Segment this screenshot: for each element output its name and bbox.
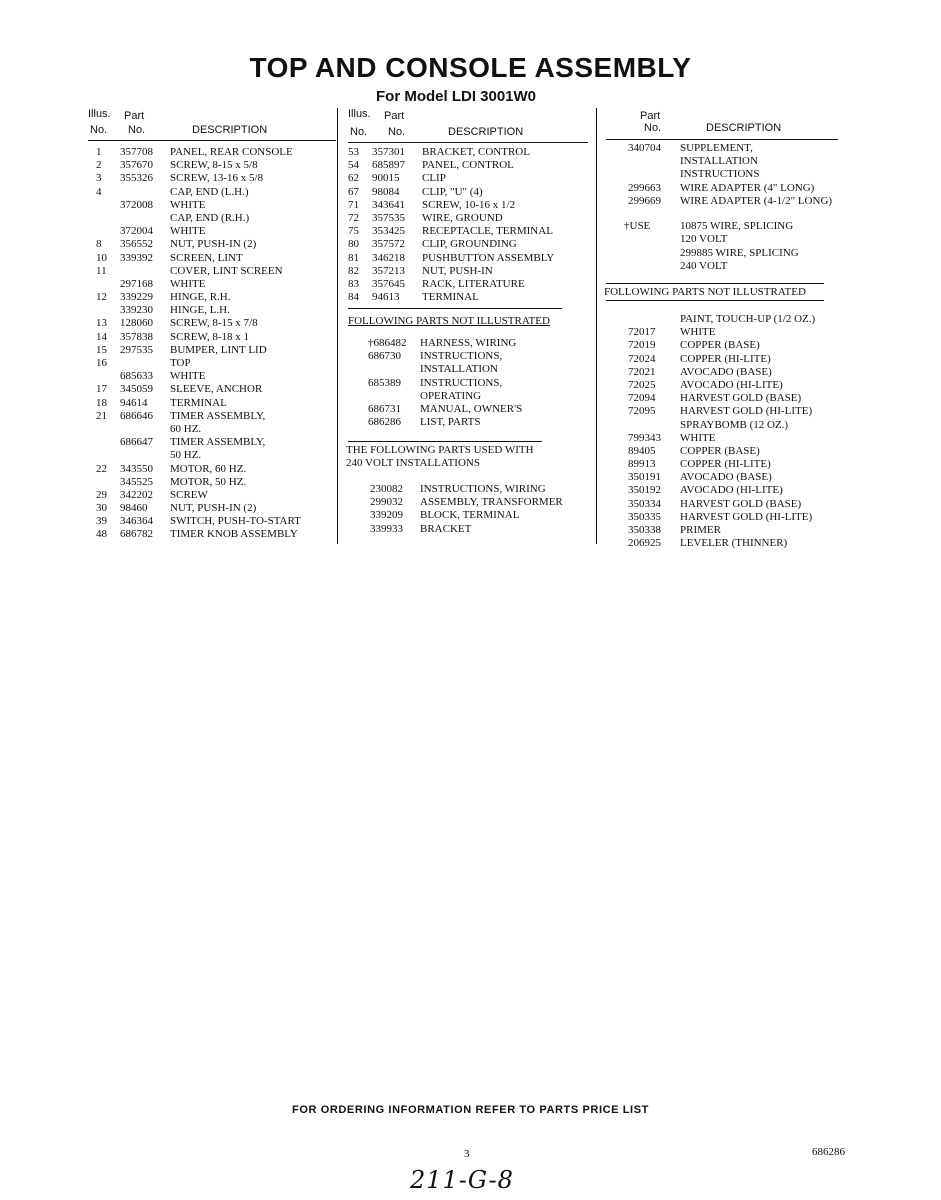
- part-description: AVOCADO (BASE): [680, 365, 772, 378]
- part-description: AVOCADO (BASE): [680, 471, 772, 484]
- part-description: INSTRUCTIONS,: [420, 376, 503, 389]
- section-heading-not-illustrated: FOLLOWING PARTS NOT ILLUSTRATED: [604, 286, 806, 298]
- description-label: DESCRIPTION: [192, 124, 268, 136]
- part-label: Part: [124, 110, 145, 122]
- part-description: TERMINAL: [422, 291, 479, 304]
- part-description: SCREEN, LINT: [170, 251, 243, 264]
- part-number: 72025: [628, 378, 656, 391]
- part-description: HARVEST GOLD (BASE): [680, 392, 802, 405]
- part-description: TERMINAL: [170, 396, 227, 409]
- part-number: 339933: [370, 522, 403, 535]
- part-number: 339392: [120, 251, 153, 264]
- part-description: PUSHBUTTON ASSEMBLY: [422, 251, 555, 264]
- part-number: 342202: [120, 488, 153, 501]
- illus-label: Illus.: [88, 108, 111, 120]
- part-description: INSTRUCTIONS, WIRING: [420, 483, 546, 495]
- part-number: 357708: [120, 146, 153, 158]
- part-number: 299669: [628, 194, 661, 207]
- part-number: 350338: [628, 524, 661, 536]
- part-number: 297168: [120, 277, 153, 290]
- illus-number: 82: [348, 264, 359, 277]
- part-description: TIMER ASSEMBLY,: [170, 436, 266, 449]
- illus-number: 62: [348, 172, 359, 185]
- part-description: WHITE: [170, 370, 206, 383]
- handwritten-note: 211-G-8: [410, 1166, 514, 1194]
- part-description: SCREW: [170, 488, 208, 501]
- no-label: No.: [128, 124, 146, 136]
- section-heading-240v: 240 VOLT INSTALLATIONS: [346, 457, 480, 469]
- part-number: 72094: [628, 392, 656, 405]
- part-description: WIRE ADAPTER (4" LONG): [680, 181, 815, 194]
- illus-number: 83: [348, 277, 359, 290]
- part-description: HINGE, L.H.: [170, 304, 230, 317]
- part-description: HARNESS, WIRING: [420, 337, 517, 349]
- part-description: CLIP, "U" (4): [422, 185, 483, 198]
- ordering-note: FOR ORDERING INFORMATION REFER TO PARTS PRICE LIST: [292, 1104, 649, 1116]
- use-line: 120 VOLT: [680, 233, 728, 245]
- part-number: 72019: [628, 339, 656, 352]
- part-number: 94614: [120, 396, 148, 409]
- part-description: TOP: [170, 357, 191, 369]
- illus-number: 72: [348, 211, 359, 224]
- part-description: COPPER (HI-LITE): [680, 352, 771, 365]
- part-description: BRACKET, CONTROL: [422, 146, 530, 158]
- part-number: 98460: [120, 502, 148, 515]
- illus-number: 48: [96, 528, 107, 541]
- part-number: 72017: [628, 326, 656, 339]
- part-description: COPPER (HI-LITE): [680, 458, 771, 471]
- part-description: LIST, PARTS: [420, 416, 481, 429]
- part-description: BLOCK, TERMINAL: [420, 509, 520, 522]
- illus-number: 81: [348, 251, 359, 264]
- part-number: 372004: [120, 225, 153, 238]
- part-description: SWITCH, PUSH-TO-START: [170, 515, 301, 528]
- part-description: LEVELER (THINNER): [680, 537, 788, 550]
- part-number: 72021: [628, 365, 656, 378]
- no-label: No.: [350, 126, 368, 138]
- header-rule: [606, 139, 838, 140]
- part-description: WIRE, GROUND: [422, 211, 503, 224]
- part-description: COVER, LINT SCREEN: [170, 264, 283, 277]
- illus-number: 22: [96, 462, 107, 475]
- header-rule: [348, 142, 588, 143]
- part-description: MANUAL, OWNER'S: [420, 402, 523, 415]
- part-description: INSTALLATION: [680, 155, 758, 168]
- part-description: HARVEST GOLD (HI-LITE): [680, 405, 813, 418]
- illus-number: 13: [96, 317, 107, 330]
- part-description: SCREW, 8-15 x 5/8: [170, 159, 258, 172]
- column-divider: [337, 108, 338, 544]
- part-description: INSTRUCTIONS: [680, 168, 760, 181]
- illus-number: 80: [348, 238, 359, 251]
- part-number: 72095: [628, 405, 656, 418]
- part-description: AVOCADO (HI-LITE): [680, 484, 783, 497]
- part-description: CLIP: [422, 172, 446, 185]
- part-description: TIMER KNOB ASSEMBLY: [170, 528, 298, 541]
- part-number: 346218: [372, 251, 405, 264]
- part-description: COPPER (BASE): [680, 339, 760, 352]
- part-description: NUT, PUSH-IN (2): [170, 502, 257, 515]
- part-number: 686782: [120, 528, 153, 541]
- part-number: 357213: [372, 264, 405, 277]
- part-number: 685897: [372, 159, 405, 172]
- part-description: PANEL, REAR CONSOLE: [170, 146, 293, 158]
- description-label: DESCRIPTION: [448, 126, 524, 138]
- illus-label: Illus.: [348, 108, 371, 120]
- part-description: WHITE: [680, 431, 716, 444]
- part-number: 686286: [368, 416, 401, 429]
- part-description: RACK, LITERATURE: [422, 277, 525, 290]
- part-description: RECEPTACLE, TERMINAL: [422, 225, 553, 238]
- part-description: WHITE: [170, 198, 206, 211]
- section-heading-not-illustrated: FOLLOWING PARTS NOT ILLUSTRATED: [348, 315, 550, 327]
- part-description: MOTOR, 50 HZ.: [170, 475, 247, 488]
- section-rule: [606, 300, 824, 301]
- part-description: CLIP, GROUNDING: [422, 238, 517, 251]
- part-number: 686646: [120, 409, 153, 422]
- part-number: 90015: [372, 172, 400, 185]
- part-description: WHITE: [680, 326, 716, 339]
- part-number: 297535: [120, 343, 153, 356]
- part-number: 685633: [120, 370, 153, 383]
- part-number: 685389: [368, 376, 401, 389]
- part-description: 50 HZ.: [170, 449, 202, 462]
- part-description: HINGE, R.H.: [170, 291, 231, 304]
- part-number: 350335: [628, 510, 661, 523]
- part-description: SCREW, 8-15 x 7/8: [170, 317, 258, 330]
- part-number: 345525: [120, 475, 153, 488]
- description-label: DESCRIPTION: [706, 122, 782, 134]
- illus-number: 2: [96, 159, 102, 172]
- part-description: SUPPLEMENT,: [680, 142, 753, 154]
- illus-number: 8: [96, 238, 102, 251]
- illus-number: 4: [96, 185, 102, 198]
- header-rule: [88, 140, 336, 141]
- use-line: 299885 WIRE, SPLICING: [680, 247, 799, 259]
- part-description: AVOCADO (HI-LITE): [680, 378, 783, 391]
- part-description: PRIMER: [680, 524, 721, 536]
- part-description: INSTALLATION: [420, 363, 498, 376]
- part-number: 299032: [370, 496, 403, 509]
- part-description: PAINT, TOUCH-UP (1/2 OZ.): [680, 313, 816, 325]
- part-description: WHITE: [170, 225, 206, 238]
- part-number: 343550: [120, 462, 153, 475]
- part-label: Part: [384, 110, 405, 122]
- part-description: COPPER (BASE): [680, 444, 760, 457]
- part-description: NUT, PUSH-IN (2): [170, 238, 257, 251]
- illus-number: 39: [96, 515, 107, 528]
- part-number: 372008: [120, 198, 153, 211]
- part-description: BRACKET: [420, 522, 472, 535]
- part-number: 356552: [120, 238, 153, 251]
- part-number: 350334: [628, 497, 661, 510]
- part-description: INSTRUCTIONS,: [420, 350, 503, 363]
- illus-number: 53: [348, 146, 359, 158]
- illus-number: 17: [96, 383, 107, 396]
- part-number: 357838: [120, 330, 153, 343]
- part-number: 339209: [370, 509, 403, 522]
- part-description: ASSEMBLY, TRANSFORMER: [420, 496, 563, 509]
- part-number: 89913: [628, 458, 656, 471]
- use-label: †USE: [624, 220, 651, 232]
- page-subtitle: For Model LDI 3001W0: [376, 88, 537, 105]
- part-description: TIMER ASSEMBLY,: [170, 409, 266, 422]
- part-description: PANEL, CONTROL: [422, 159, 514, 172]
- illus-number: 14: [96, 330, 107, 343]
- part-number: 340704: [628, 142, 661, 154]
- part-number: 339230: [120, 304, 153, 317]
- part-number: 686647: [120, 436, 153, 449]
- part-description: MOTOR, 60 HZ.: [170, 462, 247, 475]
- part-number: 72024: [628, 352, 656, 365]
- part-number: 686730: [368, 350, 401, 363]
- column-divider: [596, 108, 597, 544]
- use-line: 240 VOLT: [680, 260, 728, 272]
- part-description: SCREW, 8-18 x 1: [170, 330, 250, 343]
- section-rule: [348, 308, 562, 309]
- part-number: 299663: [628, 181, 661, 194]
- illus-number: 75: [348, 225, 359, 238]
- part-number: 343641: [372, 198, 405, 211]
- illus-number: 29: [96, 488, 107, 501]
- part-description: CAP, END (L.H.): [170, 185, 249, 198]
- document-number: 686286: [812, 1146, 845, 1158]
- part-number: 350191: [628, 471, 661, 484]
- part-number: 346364: [120, 515, 153, 528]
- illus-number: 84: [348, 291, 359, 304]
- part-number: 686731: [368, 402, 401, 415]
- part-label: Part: [640, 110, 661, 122]
- part-description: 60 HZ.: [170, 422, 202, 435]
- page-title: TOP AND CONSOLE ASSEMBLY: [249, 52, 692, 83]
- part-number: 345059: [120, 383, 153, 396]
- illus-number: 3: [96, 172, 102, 185]
- illus-number: 18: [96, 396, 107, 409]
- part-description: SCREW, 10-16 x 1/2: [422, 198, 516, 211]
- page-number: 3: [464, 1148, 470, 1160]
- part-description: WHITE: [170, 277, 206, 290]
- no-label: No.: [90, 124, 108, 136]
- part-number: †686482: [368, 337, 407, 349]
- illus-number: 1: [96, 146, 102, 158]
- part-description: SLEEVE, ANCHOR: [170, 383, 263, 396]
- part-description: OPERATING: [420, 389, 482, 402]
- section-heading-240v: THE FOLLOWING PARTS USED WITH: [346, 444, 534, 456]
- part-number: 357572: [372, 238, 405, 251]
- part-description: NUT, PUSH-IN: [422, 264, 493, 277]
- part-description: WIRE ADAPTER (4-1/2" LONG): [680, 194, 833, 207]
- part-number: 350192: [628, 484, 661, 497]
- illus-number: 12: [96, 291, 107, 304]
- illus-number: 67: [348, 185, 359, 198]
- part-number: 353425: [372, 225, 405, 238]
- no-label: No.: [388, 126, 406, 138]
- section-rule: [606, 283, 824, 284]
- illus-number: 15: [96, 343, 107, 356]
- illus-number: 11: [96, 264, 107, 277]
- illus-number: 30: [96, 502, 107, 515]
- part-number: 355326: [120, 172, 153, 185]
- part-number: 357301: [372, 146, 405, 158]
- section-rule: [348, 441, 542, 442]
- illus-number: 54: [348, 159, 359, 172]
- part-number: 94613: [372, 291, 400, 304]
- illus-number: 10: [96, 251, 107, 264]
- part-description: HARVEST GOLD (BASE): [680, 497, 802, 510]
- use-line: 10875 WIRE, SPLICING: [680, 220, 794, 232]
- no-label: No.: [644, 122, 662, 134]
- part-number: 339229: [120, 291, 153, 304]
- part-description: CAP, END (R.H.): [170, 211, 250, 224]
- part-number: 128060: [120, 317, 153, 330]
- part-number: 98084: [372, 185, 400, 198]
- illus-number: 71: [348, 198, 359, 211]
- part-description: BUMPER, LINT LID: [170, 343, 267, 356]
- part-number: 206925: [628, 537, 661, 550]
- part-number: 357645: [372, 277, 405, 290]
- illus-number: 21: [96, 409, 107, 422]
- part-number: 357535: [372, 211, 405, 224]
- part-number: 357670: [120, 159, 153, 172]
- part-number: 89405: [628, 444, 656, 457]
- part-description: SCREW, 13-16 x 5/8: [170, 172, 264, 185]
- illus-number: 16: [96, 357, 107, 369]
- part-number: 799343: [628, 431, 661, 444]
- part-number: 230082: [370, 483, 403, 495]
- part-description: HARVEST GOLD (HI-LITE): [680, 510, 813, 523]
- part-description: SPRAYBOMB (12 OZ.): [680, 418, 789, 431]
